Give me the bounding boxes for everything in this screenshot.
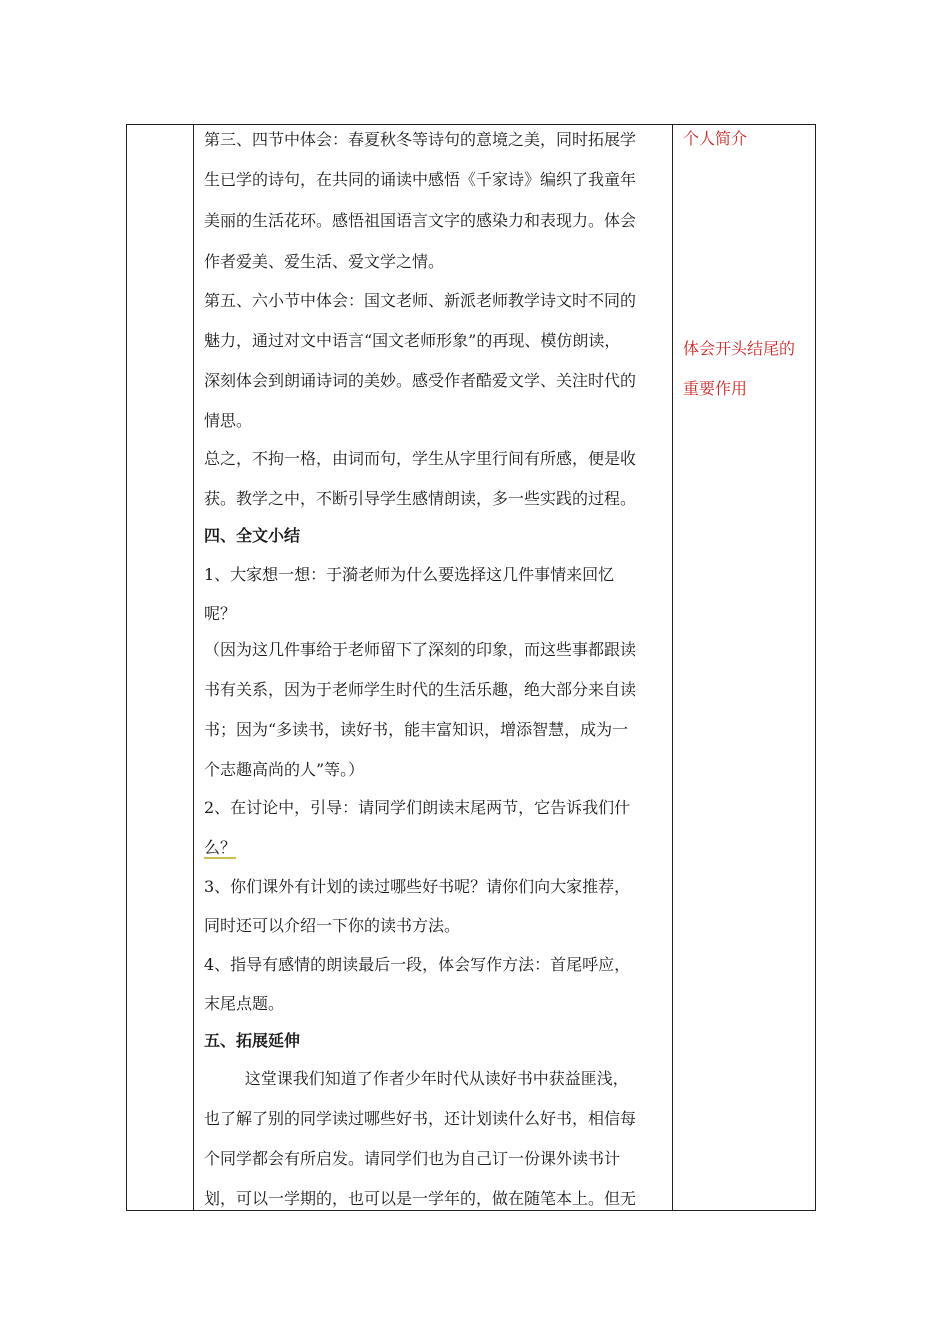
content-line [204,838,236,858]
content-line: 1、大家想一想：于漪老师为什么要选择这几件事情来回忆 [204,565,615,584]
note-ending: 体会开头结尾的 [683,339,796,358]
content-line: 书；因为“多读书，读好书，能丰富知识，增添智慧，成为一 [204,720,629,739]
content-line: 总之，不拘一格，由词而句，学生从字里行间有所感，便是收 [204,449,637,468]
content-line: 情思。 [204,411,253,430]
content-column [194,125,672,1210]
content-line: 书有关系，因为于老师学生时代的生活乐趣，绝大部分来自读 [204,680,637,699]
note-ending: 重要作用 [683,379,748,398]
content-line: 3、你们课外有计划的读过哪些好书呢？请你们向大家推荐， [204,877,631,896]
notes-column [673,125,815,1210]
note-profile: 个人简介 [683,129,748,148]
content-line: 魅力，通过对文中语言“国文老师形象”的再现、模仿朗读， [204,331,621,350]
content-line: 这堂课我们知道了作者少年时代从读好书中获益匪浅， [204,1069,629,1088]
content-line: 获。教学之中，不断引导学生感情朗读，多一些实践的过程。 [204,489,637,508]
underlined-text: 么？ [204,838,237,857]
content-line: 作者爱美、爱生活、爱文学之情。 [204,252,445,271]
content-line: 第五、六小节中体会：国文老师、新派老师教学诗文时不同的 [204,291,637,310]
content-line: 同时还可以介绍一下你的读书方法。 [204,916,461,935]
content-line: 美丽的生活花环。感悟祖国语言文字的感染力和表现力。体会 [204,211,637,230]
content-line: 生已学的诗句，在共同的诵读中感悟《千家诗》编织了我童年 [204,170,637,189]
content-line: 个志趣高尚的人”等。） [204,760,365,779]
section-column [127,125,193,1210]
content-line: 个同学都会有所启发。请同学们也为自己订一份课外读书计 [204,1149,621,1168]
section-heading: 四、全文小结 [204,526,301,545]
content-line: 末尾点题。 [204,994,285,1013]
content-line: 2、在讨论中，引导：请同学们朗读末尾两节，它告诉我们什 [204,798,631,817]
lesson-table [126,124,816,1211]
content-line: 第三、四节中体会：春夏秋冬等诗句的意境之美，同时拓展学 [204,130,637,149]
content-line: 划，可以一学期的，也可以是一学年的，做在随笔本上。但无 [204,1189,637,1208]
content-line: （因为这几件事给于老师留下了深刻的印象，而这些事都跟读 [204,640,637,659]
content-line: 也了解了别的同学读过哪些好书，还计划读什么好书，相信每 [204,1109,637,1128]
section-heading: 五、拓展延伸 [204,1031,301,1050]
content-line: 4、指导有感情的朗读最后一段，体会写作方法：首尾呼应， [204,955,631,974]
content-line: 呢？ [204,604,237,623]
content-line: 深刻体会到朗诵诗词的美妙。感受作者酷爱文学、关注时代的 [204,371,637,390]
